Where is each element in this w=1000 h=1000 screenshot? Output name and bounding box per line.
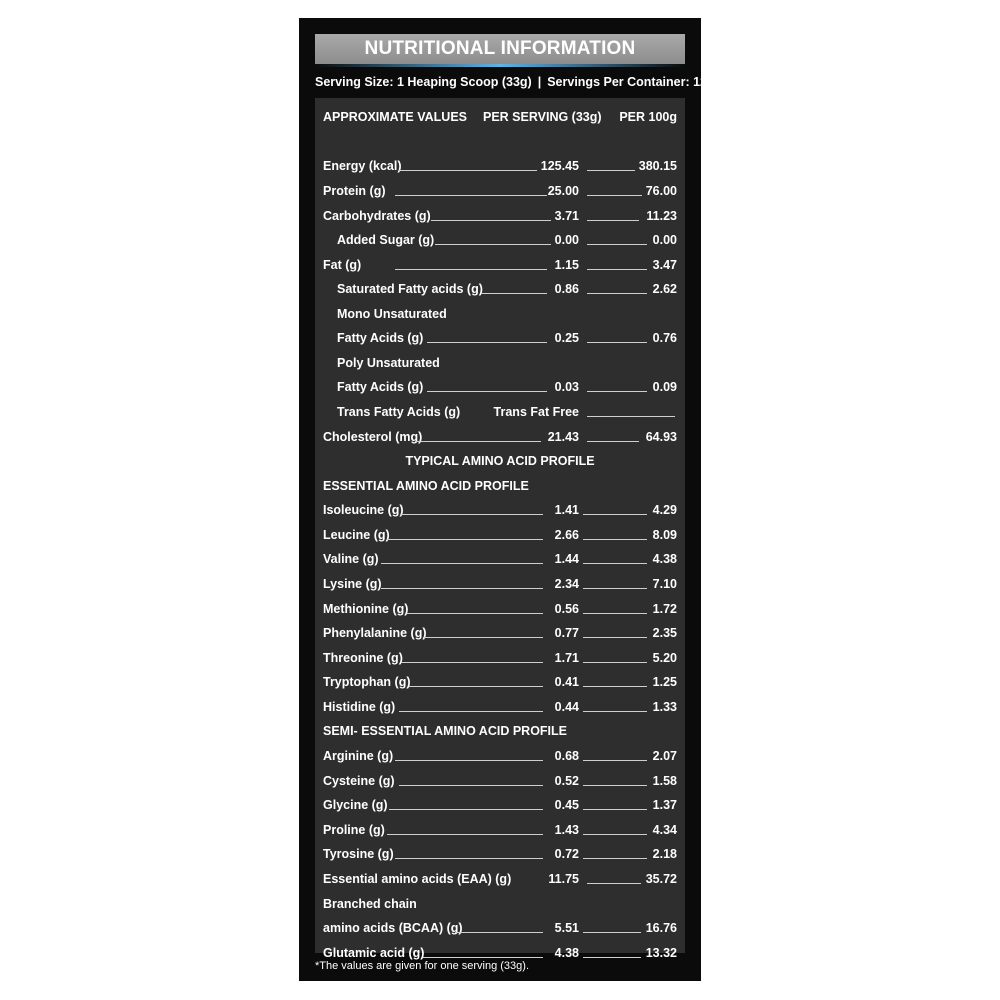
per-serving-value: 1.71 xyxy=(554,651,579,665)
per-100g-value: 4.34 xyxy=(652,823,677,837)
row-label: Glycine (g) xyxy=(323,798,388,812)
column-header-per-serving: PER SERVING (33g) xyxy=(483,110,602,124)
row-protein xyxy=(315,180,685,202)
row-threonine xyxy=(315,647,685,669)
column-header-label: APPROXIMATE VALUES xyxy=(323,110,467,124)
dot-leader xyxy=(401,514,543,515)
dot-leader xyxy=(587,293,647,294)
dot-leader xyxy=(583,613,647,614)
per-serving-value: 21.43 xyxy=(547,430,579,444)
row-label: Valine (g) xyxy=(323,552,379,566)
dot-leader xyxy=(587,170,635,171)
row-poly-unsaturated-heading xyxy=(315,352,685,374)
per-100g-value: 16.76 xyxy=(645,921,677,935)
footnote: *The values are given for one serving (33g). xyxy=(315,960,530,972)
per-serving-value: 0.86 xyxy=(554,282,579,296)
row-label: Mono Unsaturated xyxy=(337,307,447,321)
dot-leader xyxy=(381,588,543,589)
row-tyrosine xyxy=(315,843,685,865)
row-label: Saturated Fatty acids (g) xyxy=(337,282,483,296)
row-label: Cholesterol (mg) xyxy=(323,430,423,444)
dot-leader xyxy=(395,195,547,196)
dot-leader xyxy=(381,563,543,564)
per-100g-value: 380.15 xyxy=(638,159,677,173)
per-100g-value: 0.00 xyxy=(652,233,677,247)
per-100g-value: 11.23 xyxy=(646,209,677,223)
dot-leader xyxy=(583,932,641,933)
row-label: Branched chain xyxy=(323,897,417,911)
per-serving-value: 1.44 xyxy=(554,552,579,566)
dot-leader xyxy=(583,637,647,638)
per-100g-value: 76.00 xyxy=(645,184,677,198)
dot-leader xyxy=(587,391,647,392)
servings-per-container: Servings Per Container: 121 xyxy=(547,75,714,89)
per-serving-value: 0.72 xyxy=(554,847,579,861)
dot-leader xyxy=(435,244,551,245)
row-mono-unsaturated xyxy=(315,327,685,349)
dot-leader xyxy=(587,244,647,245)
nutrition-panel xyxy=(299,18,714,981)
per-serving-value: 0.52 xyxy=(554,774,579,788)
per-100g-value: 64.93 xyxy=(645,430,677,444)
per-100g-value: 2.62 xyxy=(652,282,677,296)
dot-leader xyxy=(587,416,675,417)
row-label: Histidine (g) xyxy=(323,700,396,714)
row-label: Glutamic acid (g) xyxy=(323,946,425,960)
dot-leader xyxy=(587,342,647,343)
row-energy xyxy=(315,155,685,177)
dot-leader xyxy=(587,220,639,221)
serving-size: Serving Size: 1 Heaping Scoop (33g) xyxy=(315,75,532,89)
row-label: Fatty Acids (g) xyxy=(337,380,424,394)
dot-leader xyxy=(427,342,547,343)
row-label: Fatty Acids (g) xyxy=(337,331,424,345)
per-100g-value: 4.29 xyxy=(652,503,677,517)
per-100g-value: 1.58 xyxy=(652,774,677,788)
per-serving-value: 0.68 xyxy=(554,749,579,763)
dot-leader xyxy=(399,785,543,786)
per-100g-value: 1.37 xyxy=(652,798,677,812)
row-label: Tyrosine (g) xyxy=(323,847,394,861)
per-serving-value: 2.34 xyxy=(554,577,579,591)
row-leucine xyxy=(315,524,685,546)
per-serving-value: 125.45 xyxy=(540,159,579,173)
row-label: Arginine (g) xyxy=(323,749,394,763)
row-label: Isoleucine (g) xyxy=(323,503,404,517)
row-mono-unsaturated-heading xyxy=(315,303,685,325)
per-serving-value: 4.38 xyxy=(554,946,579,960)
dot-leader xyxy=(427,391,547,392)
row-label: Trans Fatty Acids (g) xyxy=(337,405,461,419)
row-arginine xyxy=(315,745,685,767)
dot-leader xyxy=(587,883,641,884)
dot-leader xyxy=(583,711,647,712)
dot-leader xyxy=(431,220,551,221)
row-cysteine xyxy=(315,770,685,792)
per-100g-value: 2.07 xyxy=(652,749,677,763)
dot-leader xyxy=(407,613,543,614)
row-lysine xyxy=(315,573,685,595)
dot-leader xyxy=(583,834,647,835)
per-serving-value: 1.15 xyxy=(554,258,579,272)
row-phenylalanine xyxy=(315,622,685,644)
row-methionine xyxy=(315,598,685,620)
row-label: Leucine (g) xyxy=(323,528,390,542)
serving-separator: | xyxy=(537,75,542,89)
row-fat xyxy=(315,254,685,276)
per-100g-value: 5.20 xyxy=(652,651,677,665)
row-label: Phenylalanine (g) xyxy=(323,626,427,640)
dot-leader xyxy=(583,809,647,810)
row-saturated-fat xyxy=(315,278,685,300)
dot-leader xyxy=(395,760,543,761)
row-poly-unsaturated xyxy=(315,376,685,398)
per-100g-value: 13.32 xyxy=(645,946,677,960)
per-serving-value: 1.41 xyxy=(554,503,579,517)
row-label: Poly Unsaturated xyxy=(337,356,440,370)
row-label: Methionine (g) xyxy=(323,602,409,616)
section-heading-essential-amino xyxy=(315,475,685,497)
row-bcaa-heading xyxy=(315,893,685,915)
dot-leader xyxy=(583,563,647,564)
per-serving-value: 0.44 xyxy=(554,700,579,714)
dot-leader xyxy=(399,170,537,171)
per-serving-value: 11.75 xyxy=(548,872,579,886)
per-100g-value: 1.33 xyxy=(652,700,677,714)
row-label: amino acids (BCAA) (g) xyxy=(323,921,463,935)
row-label: Lysine (g) xyxy=(323,577,382,591)
per-serving-value: 0.25 xyxy=(554,331,579,345)
per-100g-value: 7.10 xyxy=(652,577,677,591)
dot-leader xyxy=(399,711,543,712)
row-label: Fat (g) xyxy=(323,258,362,272)
row-label: Cysteine (g) xyxy=(323,774,395,788)
per-serving-value: 0.56 xyxy=(554,602,579,616)
row-carbohydrates xyxy=(315,205,685,227)
section-heading: ESSENTIAL AMINO ACID PROFILE xyxy=(323,479,529,493)
dot-leader xyxy=(583,760,647,761)
per-100g-value: 2.35 xyxy=(652,626,677,640)
per-serving-value: 0.41 xyxy=(554,675,579,689)
row-bcaa xyxy=(315,917,685,939)
column-header-per-100g: PER 100g xyxy=(619,110,677,124)
per-100g-value: 0.09 xyxy=(652,380,677,394)
row-histidine xyxy=(315,696,685,718)
row-label: Protein (g) xyxy=(323,184,386,198)
per-100g-value: 4.38 xyxy=(652,552,677,566)
row-trans-fat xyxy=(315,401,685,423)
row-label: Essential amino acids (EAA) (g) xyxy=(323,872,512,886)
row-label: Tryptophan (g) xyxy=(323,675,411,689)
nutrition-table xyxy=(315,98,685,960)
per-100g-value: 2.18 xyxy=(652,847,677,861)
per-100g-value: 0.76 xyxy=(652,331,677,345)
row-tryptophan xyxy=(315,671,685,693)
dot-leader xyxy=(583,539,647,540)
per-100g-value: 1.72 xyxy=(652,602,677,616)
dot-leader xyxy=(455,932,543,933)
row-valine xyxy=(315,548,685,570)
per-100g-value: 3.47 xyxy=(652,258,677,272)
dot-leader xyxy=(583,785,647,786)
per-serving-value: 0.45 xyxy=(554,798,579,812)
per-100g-value: 35.72 xyxy=(645,872,677,886)
section-heading: SEMI- ESSENTIAL AMINO ACID PROFILE xyxy=(323,724,567,738)
dot-leader xyxy=(583,686,647,687)
per-serving-value: 0.77 xyxy=(554,626,579,640)
per-serving-value: 0.00 xyxy=(554,233,579,247)
section-heading-typical-amino xyxy=(315,450,685,472)
row-label: Carbohydrates (g) xyxy=(323,209,431,223)
dot-leader xyxy=(415,441,541,442)
per-100g-value: 1.25 xyxy=(652,675,677,689)
row-glycine xyxy=(315,794,685,816)
trans-fat-free-text: Trans Fat Free xyxy=(493,405,579,419)
panel-title: NUTRITIONAL INFORMATION xyxy=(315,34,685,64)
row-isoleucine xyxy=(315,499,685,521)
per-serving-value: 0.03 xyxy=(554,380,579,394)
per-serving-value: 25.00 xyxy=(547,184,579,198)
dot-leader xyxy=(587,269,647,270)
dot-leader xyxy=(409,686,543,687)
table-column-headers xyxy=(315,106,685,128)
dot-leader xyxy=(587,195,642,196)
dot-leader xyxy=(387,539,543,540)
row-proline xyxy=(315,819,685,841)
per-100g-value: 8.09 xyxy=(652,528,677,542)
dot-leader xyxy=(395,269,547,270)
row-label: Added Sugar (g) xyxy=(337,233,435,247)
dot-leader xyxy=(387,834,543,835)
row-added-sugar xyxy=(315,229,685,251)
per-serving-value: 3.71 xyxy=(554,209,579,223)
row-label: Threonine (g) xyxy=(323,651,403,665)
dot-leader xyxy=(583,662,647,663)
dot-leader xyxy=(583,514,647,515)
dot-leader xyxy=(395,858,543,859)
row-label: Energy (kcal) xyxy=(323,159,402,173)
dot-leader xyxy=(583,588,647,589)
per-serving-value: 2.66 xyxy=(554,528,579,542)
row-eaa xyxy=(315,868,685,890)
dot-leader xyxy=(389,809,543,810)
dot-leader xyxy=(587,441,639,442)
section-heading: TYPICAL AMINO ACID PROFILE xyxy=(405,454,595,468)
dot-leader xyxy=(423,637,543,638)
dot-leader xyxy=(583,858,647,859)
title-accent-line xyxy=(315,64,685,67)
dot-leader xyxy=(401,662,543,663)
row-cholesterol xyxy=(315,426,685,448)
dot-leader xyxy=(481,293,547,294)
per-serving-value: 5.51 xyxy=(554,921,579,935)
per-serving-value: 1.43 xyxy=(554,823,579,837)
serving-info xyxy=(315,72,714,92)
section-heading-semi-essential-amino xyxy=(315,720,685,742)
row-label: Proline (g) xyxy=(323,823,385,837)
